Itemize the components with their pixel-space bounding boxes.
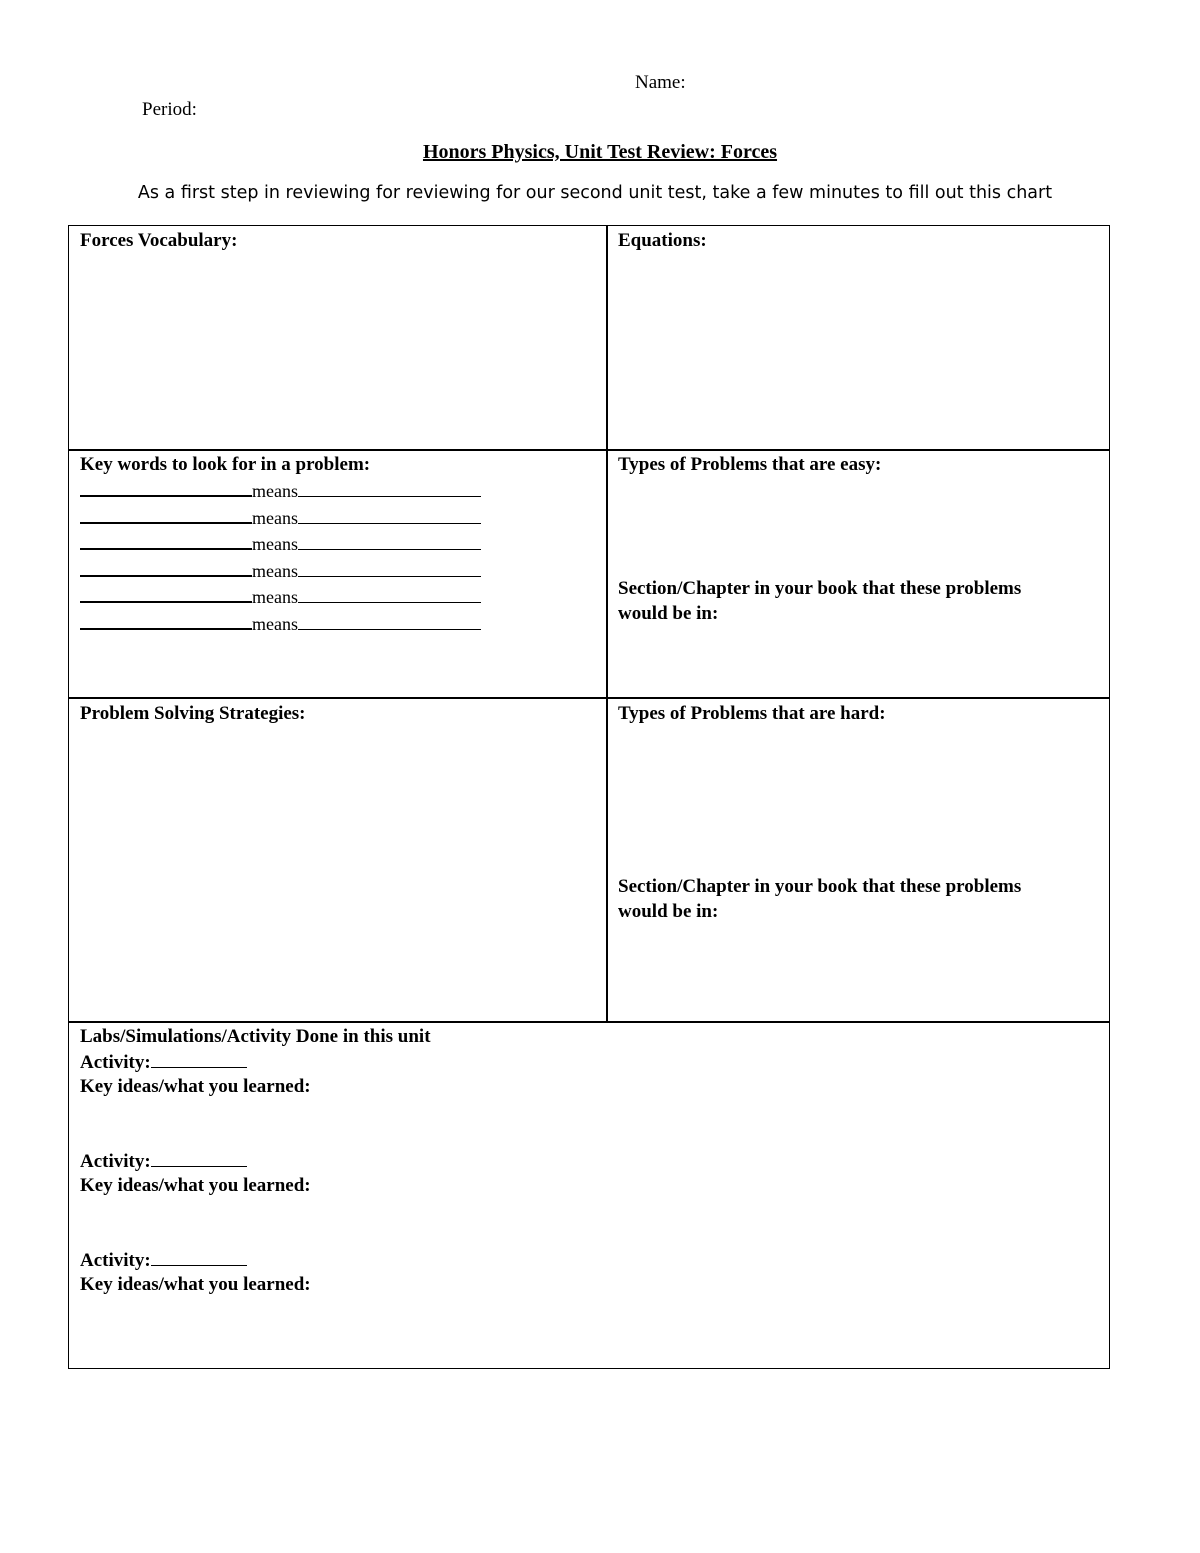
activity-row (80, 1247, 247, 1273)
activity-label: Activity: (80, 1151, 151, 1172)
row-divider-1 (68, 449, 1110, 451)
meaning-blank[interactable] (298, 531, 481, 550)
keyword-row (80, 530, 481, 557)
equations-title: Equations: (618, 230, 707, 251)
intro-text: As a first step in reviewing for reviewing for our second unit test, take a few minutes to fill out this chart (137, 183, 1053, 203)
activity-row (80, 1148, 247, 1174)
key-ideas-label: Key ideas/what you learned: (80, 1175, 311, 1196)
keyword-row (80, 610, 481, 637)
activity-blank[interactable] (151, 1049, 247, 1068)
easy-section-line1: Section/Chapter in your book that these problems (618, 578, 1022, 599)
strategies-title: Problem Solving Strategies: (80, 703, 306, 724)
activity-row (80, 1049, 247, 1075)
keyword-blank[interactable] (80, 583, 252, 603)
means-connector: means (252, 481, 298, 501)
meaning-blank[interactable] (298, 478, 481, 497)
meaning-blank[interactable] (298, 505, 481, 524)
keyword-list (80, 477, 481, 637)
keyword-row (80, 583, 481, 610)
hard-section-line2: would be in: (618, 901, 719, 922)
activity-label: Activity: (80, 1052, 151, 1073)
activity-blank[interactable] (151, 1247, 247, 1266)
meaning-blank[interactable] (298, 558, 481, 577)
keyword-blank[interactable] (80, 530, 252, 550)
meaning-blank[interactable] (298, 611, 481, 630)
means-connector: means (252, 507, 298, 528)
column-divider (606, 225, 608, 1022)
period-label: Period: (142, 99, 197, 120)
means-connector: means (252, 534, 298, 555)
name-label: Name: (635, 72, 686, 93)
meaning-blank[interactable] (298, 584, 481, 603)
keyword-row (80, 477, 481, 504)
row-divider-3 (68, 1021, 1110, 1023)
means-connector: means (252, 613, 298, 634)
row-divider-2 (68, 697, 1110, 699)
easy-problems-title: Types of Problems that are easy: (618, 454, 882, 475)
vocab-title: Forces Vocabulary: (80, 230, 238, 251)
keyword-blank[interactable] (80, 610, 252, 630)
easy-section-line2: would be in: (618, 603, 719, 624)
document-title: Honors Physics, Unit Test Review: Forces (422, 141, 778, 163)
key-ideas-label: Key ideas/what you learned: (80, 1076, 311, 1097)
hard-problems-title: Types of Problems that are hard: (618, 703, 886, 724)
means-connector: means (252, 587, 298, 608)
means-connector: means (252, 560, 298, 581)
keyword-row (80, 504, 481, 531)
keyword-blank[interactable] (80, 477, 252, 497)
keyword-blank[interactable] (80, 504, 252, 524)
activity-label: Activity: (80, 1250, 151, 1271)
labs-title: Labs/Simulations/Activity Done in this unit (80, 1026, 431, 1047)
activity-blank[interactable] (151, 1148, 247, 1167)
keyword-blank[interactable] (80, 557, 252, 577)
keywords-title: Key words to look for in a problem: (80, 454, 371, 475)
hard-section-line1: Section/Chapter in your book that these problems (618, 876, 1022, 897)
key-ideas-label: Key ideas/what you learned: (80, 1274, 311, 1295)
keyword-row (80, 557, 481, 584)
